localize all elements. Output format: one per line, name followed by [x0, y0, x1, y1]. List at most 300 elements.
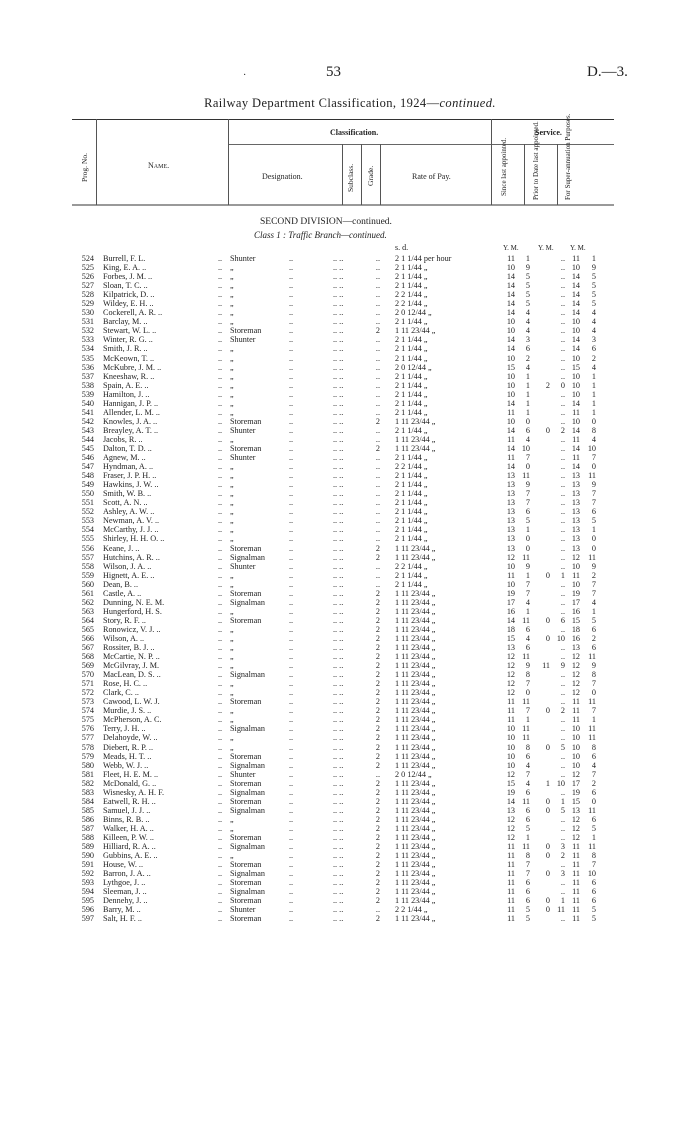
prior-years: 0 — [545, 633, 550, 643]
since-last-years: 11 — [507, 453, 515, 463]
leader-dots: .. — [218, 462, 223, 472]
grade: 2 — [375, 833, 380, 842]
super-months: 7 — [591, 579, 596, 589]
employee-name: Eatwell, R. H. .. — [103, 796, 156, 806]
employee-name: Smith, W. B. .. — [103, 489, 152, 499]
super-months: 11 — [588, 733, 596, 743]
grade: 2 — [375, 643, 380, 653]
since-last-years: 15 — [506, 362, 515, 372]
grade: 2 — [375, 552, 380, 562]
grade: 2 — [375, 878, 380, 888]
since-last-months: 11 — [522, 733, 530, 743]
since-last-months: 4 — [525, 633, 530, 643]
leader-dots: .. .. — [333, 308, 344, 318]
rate-of-pay: 1 11 23/44 „ — [395, 778, 436, 788]
super-months: 0 — [591, 416, 596, 426]
table-row — [0, 652, 700, 661]
leader-dots: .. .. — [333, 905, 344, 915]
super-years: 10 — [571, 751, 580, 761]
rate-of-pay: 1 11 23/44 „ — [395, 643, 436, 653]
employee-name: Kneeshaw, R. .. — [103, 371, 155, 381]
table-row — [0, 860, 700, 869]
prog-no: 587 — [81, 823, 94, 833]
table-row — [0, 670, 700, 679]
table-row — [0, 878, 700, 887]
prog-no: 549 — [81, 480, 94, 490]
super-months: 4 — [591, 317, 596, 327]
since-last-months: 11 — [522, 471, 530, 481]
prior-months: .. — [560, 398, 565, 408]
since-last-months: 6 — [525, 896, 530, 906]
employee-name: Rossiter, B. J. .. — [103, 643, 155, 653]
since-last-years: 14 — [506, 281, 515, 291]
since-last-months: 6 — [525, 814, 530, 824]
since-last-years: 14 — [506, 308, 515, 318]
leader-dots: .. — [218, 344, 223, 354]
table-row — [0, 815, 700, 824]
since-last-months: 0 — [525, 688, 530, 698]
since-last-years: 10 — [506, 724, 515, 734]
designation: „ — [230, 299, 234, 309]
grade: 2 — [375, 887, 380, 897]
since-last-months: 7 — [525, 588, 530, 598]
table-row — [0, 553, 700, 562]
super-months: 5 — [591, 281, 596, 291]
prior-months: .. — [560, 887, 565, 897]
prior-months: .. — [560, 443, 565, 453]
leader-dots: .. — [218, 733, 223, 743]
grade: 2 — [375, 624, 380, 634]
leader-dots: .. — [289, 498, 294, 508]
since-last-years: 19 — [506, 588, 515, 598]
super-years: 10 — [571, 733, 580, 743]
leader-dots: .. — [218, 896, 223, 906]
leader-dots: .. — [289, 579, 294, 589]
leader-dots: .. — [289, 588, 294, 598]
leader-dots: .. — [218, 570, 223, 580]
prior-months: .. — [560, 606, 565, 616]
employee-name: Fleet, H. E. M. .. — [103, 769, 159, 779]
super-years: 11 — [572, 887, 580, 897]
super-months: 11 — [588, 805, 596, 815]
super-months: 8 — [591, 670, 596, 680]
leader-dots: .. — [289, 914, 294, 924]
leader-dots: .. — [289, 335, 294, 345]
designation: Storeman — [230, 588, 262, 598]
super-months: 2 — [591, 570, 596, 580]
since-last-months: 0 — [525, 534, 530, 544]
since-last-years: 13 — [506, 489, 515, 499]
table-row — [0, 308, 700, 317]
designation: „ — [230, 480, 234, 490]
super-months: 5 — [591, 516, 596, 526]
prog-no: 525 — [81, 263, 94, 273]
since-last-months: 4 — [525, 434, 530, 444]
leader-dots: .. — [218, 742, 223, 752]
prog-no: 546 — [81, 453, 94, 463]
table-row — [0, 634, 700, 643]
leader-dots: .. .. — [333, 760, 344, 770]
rate-of-pay: 2 2 1/44 „ — [395, 561, 428, 571]
table-row — [0, 299, 700, 308]
prog-no: 574 — [81, 706, 94, 716]
since-last-years: 13 — [506, 543, 515, 553]
super-years: 14 — [571, 299, 580, 309]
employee-name: Lythgoe, J. .. — [103, 878, 146, 888]
since-last-years: 10 — [506, 326, 515, 336]
prior-months: .. — [560, 597, 565, 607]
table-row — [0, 372, 700, 381]
super-years: 11 — [572, 706, 580, 716]
leader-dots: .. — [289, 480, 294, 490]
table-row — [0, 724, 700, 733]
prog-no: 580 — [81, 760, 94, 770]
since-last-months: 4 — [525, 362, 530, 372]
since-last-months: 5 — [525, 272, 530, 282]
designation: Signalman — [230, 597, 266, 607]
super-months: 6 — [591, 643, 596, 653]
since-last-years: 16 — [506, 606, 515, 616]
super-years: 11 — [572, 570, 580, 580]
employee-name: Keane, J. .. — [103, 543, 140, 553]
section-ym-2: Y. M. — [538, 244, 554, 252]
since-last-years: 10 — [506, 380, 515, 390]
col-rule-2 — [228, 119, 229, 205]
prior-months: .. — [560, 878, 565, 888]
super-months: 5 — [591, 914, 596, 924]
grade: 2 — [375, 543, 380, 553]
leader-dots: .. — [289, 751, 294, 761]
leader-dots: .. .. — [333, 679, 344, 689]
super-years: 12 — [571, 661, 580, 671]
leader-dots: .. .. — [333, 643, 344, 653]
employee-name: McCarthy, J. J. .. — [103, 525, 159, 535]
since-last-years: 14 — [506, 344, 515, 354]
since-last-months: 5 — [525, 299, 530, 309]
leader-dots: .. — [218, 679, 223, 689]
designation: Storeman — [230, 543, 262, 553]
employee-name: Salt, H. F. .. — [103, 914, 142, 924]
section-title: SECOND DIVISION—continued. — [260, 217, 392, 227]
super-years: 14 — [571, 335, 580, 345]
super-years: 11 — [572, 905, 580, 915]
super-years: 12 — [571, 670, 580, 680]
super-years: 11 — [572, 860, 580, 870]
super-months: 9 — [591, 661, 596, 671]
leader-dots: .. — [218, 778, 223, 788]
since-last-years: 11 — [507, 860, 515, 870]
since-last-years: 10 — [506, 751, 515, 761]
since-last-years: 12 — [506, 833, 515, 842]
prog-no: 571 — [81, 679, 94, 689]
designation: „ — [230, 272, 234, 282]
leader-dots: .. .. — [333, 344, 344, 354]
employee-name: Newman, A. V. .. — [103, 516, 160, 526]
since-last-years: 15 — [506, 778, 515, 788]
since-last-months: 9 — [525, 661, 530, 671]
super-months: 11 — [588, 552, 596, 562]
prior-months: .. — [560, 290, 565, 300]
leader-dots: .. .. — [333, 652, 344, 662]
grade: .. — [375, 299, 380, 309]
employee-name: Hungerford, H. S. — [103, 606, 162, 616]
table-row — [0, 562, 700, 571]
designation: „ — [230, 733, 234, 743]
prior-months: .. — [560, 914, 565, 924]
grade: 2 — [375, 778, 380, 788]
rate-of-pay: 2 1 1/44 „ — [395, 344, 428, 354]
table-row — [0, 842, 700, 851]
leader-dots: .. — [218, 643, 223, 653]
table-row — [0, 688, 700, 697]
super-months: 9 — [591, 480, 596, 490]
super-years: 15 — [571, 362, 580, 372]
prog-no: 541 — [81, 407, 94, 417]
employee-name: Castle, A. .. — [103, 588, 142, 598]
leader-dots: .. — [218, 516, 223, 526]
designation: „ — [230, 679, 234, 689]
leader-dots: .. — [218, 805, 223, 815]
leader-dots: .. — [289, 805, 294, 815]
super-months: 8 — [591, 851, 596, 861]
since-last-months: 2 — [525, 353, 530, 363]
prior-months: 11 — [557, 905, 565, 915]
super-months: 5 — [591, 290, 596, 300]
leader-dots: .. — [218, 769, 223, 779]
table-row — [0, 580, 700, 589]
since-last-months: 7 — [525, 769, 530, 779]
employee-name: Jacobs, R. .. — [103, 434, 143, 444]
leader-dots: .. .. — [333, 588, 344, 598]
since-last-years: 12 — [506, 552, 515, 562]
super-years: 10 — [571, 380, 580, 390]
table-row — [0, 363, 700, 372]
prior-months: .. — [560, 317, 565, 327]
table-row — [0, 589, 700, 598]
super-years: 12 — [571, 814, 580, 824]
leader-dots: .. — [218, 398, 223, 408]
grade: .. — [375, 579, 380, 589]
designation: „ — [230, 606, 234, 616]
designation: Signalman — [230, 552, 266, 562]
since-last-years: 11 — [507, 706, 515, 716]
leader-dots: .. — [289, 344, 294, 354]
super-years: 12 — [571, 552, 580, 562]
grade: 2 — [375, 860, 380, 870]
designation: „ — [230, 851, 234, 861]
prior-months: .. — [560, 263, 565, 273]
table-row — [0, 290, 700, 299]
employee-name: Knowles, J. A. .. — [103, 416, 158, 426]
leader-dots: .. — [218, 869, 223, 879]
grade: .. — [375, 462, 380, 472]
leader-dots: .. — [218, 498, 223, 508]
leader-dots: .. — [289, 263, 294, 273]
rate-of-pay: 1 11 23/44 „ — [395, 751, 436, 761]
super-months: 5 — [591, 615, 596, 625]
since-last-months: 1 — [525, 398, 530, 408]
since-last-years: 12 — [506, 769, 515, 779]
employee-name: Cawood, L. W. J. — [103, 697, 160, 707]
prior-years: 1 — [545, 778, 550, 788]
super-months: 8 — [591, 742, 596, 752]
prog-no: 594 — [81, 887, 94, 897]
leader-dots: .. — [218, 833, 223, 842]
employee-name: Wisnesky, A. H. F. — [103, 787, 165, 797]
since-last-years: 14 — [506, 335, 515, 345]
prior-months: .. — [560, 371, 565, 381]
leader-dots: .. — [289, 688, 294, 698]
designation: „ — [230, 624, 234, 634]
leader-dots: .. — [289, 814, 294, 824]
since-last-months: 5 — [525, 290, 530, 300]
designation: Shunter — [230, 561, 256, 571]
grade: .. — [375, 570, 380, 580]
grade: 2 — [375, 733, 380, 743]
table-row — [0, 417, 700, 426]
grade: 2 — [375, 914, 380, 924]
col-rule-6 — [491, 119, 492, 205]
rate-of-pay: 1 11 23/44 „ — [395, 416, 436, 426]
table-row — [0, 743, 700, 752]
designation: Signalman — [230, 670, 266, 680]
prog-no: 556 — [81, 543, 94, 553]
employee-name: Hamilton, J. .. — [103, 389, 150, 399]
prior-months: 5 — [560, 805, 565, 815]
leader-dots: .. — [218, 606, 223, 616]
since-last-years: 17 — [506, 597, 515, 607]
prior-months: 3 — [560, 869, 565, 879]
leader-dots: .. .. — [333, 842, 344, 852]
since-last-years: 11 — [507, 434, 515, 444]
table-row — [0, 833, 700, 842]
designation: Storeman — [230, 896, 262, 906]
rate-of-pay: 1 11 23/44 „ — [395, 814, 436, 824]
grade: .. — [375, 398, 380, 408]
since-last-months: 1 — [525, 407, 530, 417]
employee-name: King, E. A. .. — [103, 263, 147, 273]
since-last-months: 6 — [525, 425, 530, 435]
designation: „ — [230, 353, 234, 363]
table-row — [0, 779, 700, 788]
super-months: 7 — [591, 860, 596, 870]
rate-of-pay: 2 1 1/44 „ — [395, 516, 428, 526]
since-last-years: 19 — [506, 787, 515, 797]
prog-no: 563 — [81, 606, 94, 616]
leader-dots: .. .. — [333, 543, 344, 553]
table-row — [0, 679, 700, 688]
prior-months: 1 — [560, 796, 565, 806]
table-row — [0, 354, 700, 363]
grade: 2 — [375, 724, 380, 734]
prog-no: 559 — [81, 570, 94, 580]
rate-of-pay: 2 1 1/44 „ — [395, 317, 428, 327]
rate-of-pay: 1 11 23/44 „ — [395, 443, 436, 453]
since-last-years: 11 — [507, 697, 515, 707]
leader-dots: .. .. — [333, 254, 344, 263]
designation: „ — [230, 706, 234, 716]
since-last-months: 6 — [525, 624, 530, 634]
grade: 2 — [375, 326, 380, 336]
header-for-super: For Super-annuation Purposes. — [564, 113, 572, 200]
leader-dots: .. .. — [333, 633, 344, 643]
since-last-months: 11 — [522, 615, 530, 625]
super-years: 19 — [571, 588, 580, 598]
employee-name: Ronowicz, V. J. .. — [103, 624, 161, 634]
super-years: 10 — [571, 561, 580, 571]
prog-no: 583 — [81, 787, 94, 797]
rate-of-pay: 1 11 23/44 „ — [395, 706, 436, 716]
leader-dots: .. .. — [333, 860, 344, 870]
designation: „ — [230, 579, 234, 589]
leader-dots: .. — [289, 878, 294, 888]
leader-dots: .. .. — [333, 480, 344, 490]
table-row — [0, 272, 700, 281]
since-last-years: 10 — [506, 416, 515, 426]
header-prior-to: Prior to Date last appointed. — [532, 121, 540, 200]
designation: „ — [230, 570, 234, 580]
rate-of-pay: 2 2 1/44 „ — [395, 299, 428, 309]
employee-name: Sloan, T. C. .. — [103, 281, 148, 291]
since-last-months: 0 — [525, 543, 530, 553]
super-months: 11 — [588, 724, 596, 734]
prog-no: 532 — [81, 326, 94, 336]
grade: 2 — [375, 805, 380, 815]
prog-no: 552 — [81, 507, 94, 517]
since-last-months: 6 — [525, 344, 530, 354]
table-row — [0, 887, 700, 896]
leader-dots: .. — [289, 272, 294, 282]
grade: 2 — [375, 588, 380, 598]
since-last-years: 14 — [506, 443, 515, 453]
leader-dots: .. — [218, 434, 223, 444]
prior-months: .. — [560, 299, 565, 309]
leader-dots: .. .. — [333, 299, 344, 309]
since-last-years: 12 — [506, 661, 515, 671]
since-last-years: 11 — [507, 914, 515, 924]
since-last-months: 7 — [525, 498, 530, 508]
since-last-months: 10 — [521, 443, 530, 453]
employee-name: MacLean, D. S. .. — [103, 670, 161, 680]
prior-months: .. — [560, 254, 565, 263]
leader-dots: .. — [218, 281, 223, 291]
designation: „ — [230, 398, 234, 408]
prior-months: .. — [560, 416, 565, 426]
super-months: 7 — [591, 453, 596, 463]
rate-of-pay: 2 1 1/44 per hour — [395, 254, 452, 263]
table-row — [0, 426, 700, 435]
since-last-months: 0 — [525, 462, 530, 472]
employee-name: Dean, B. .. — [103, 579, 139, 589]
prog-no: 595 — [81, 896, 94, 906]
employee-name: Hannigan, J. P. .. — [103, 398, 159, 408]
grade: 2 — [375, 869, 380, 879]
employee-name: Terry, J. H. .. — [103, 724, 146, 734]
super-years: 10 — [571, 371, 580, 381]
grade: 2 — [375, 443, 380, 453]
table-row — [0, 480, 700, 489]
leader-dots: .. — [289, 670, 294, 680]
since-last-years: 14 — [506, 615, 515, 625]
since-last-years: 14 — [506, 299, 515, 309]
employee-name: Scott, A. N. .. — [103, 498, 148, 508]
grade: 2 — [375, 842, 380, 852]
employee-name: Binns, R. B. .. — [103, 814, 150, 824]
leader-dots: .. .. — [333, 407, 344, 417]
prog-no: 535 — [81, 353, 94, 363]
table-row — [0, 643, 700, 652]
since-last-months: 5 — [525, 281, 530, 291]
